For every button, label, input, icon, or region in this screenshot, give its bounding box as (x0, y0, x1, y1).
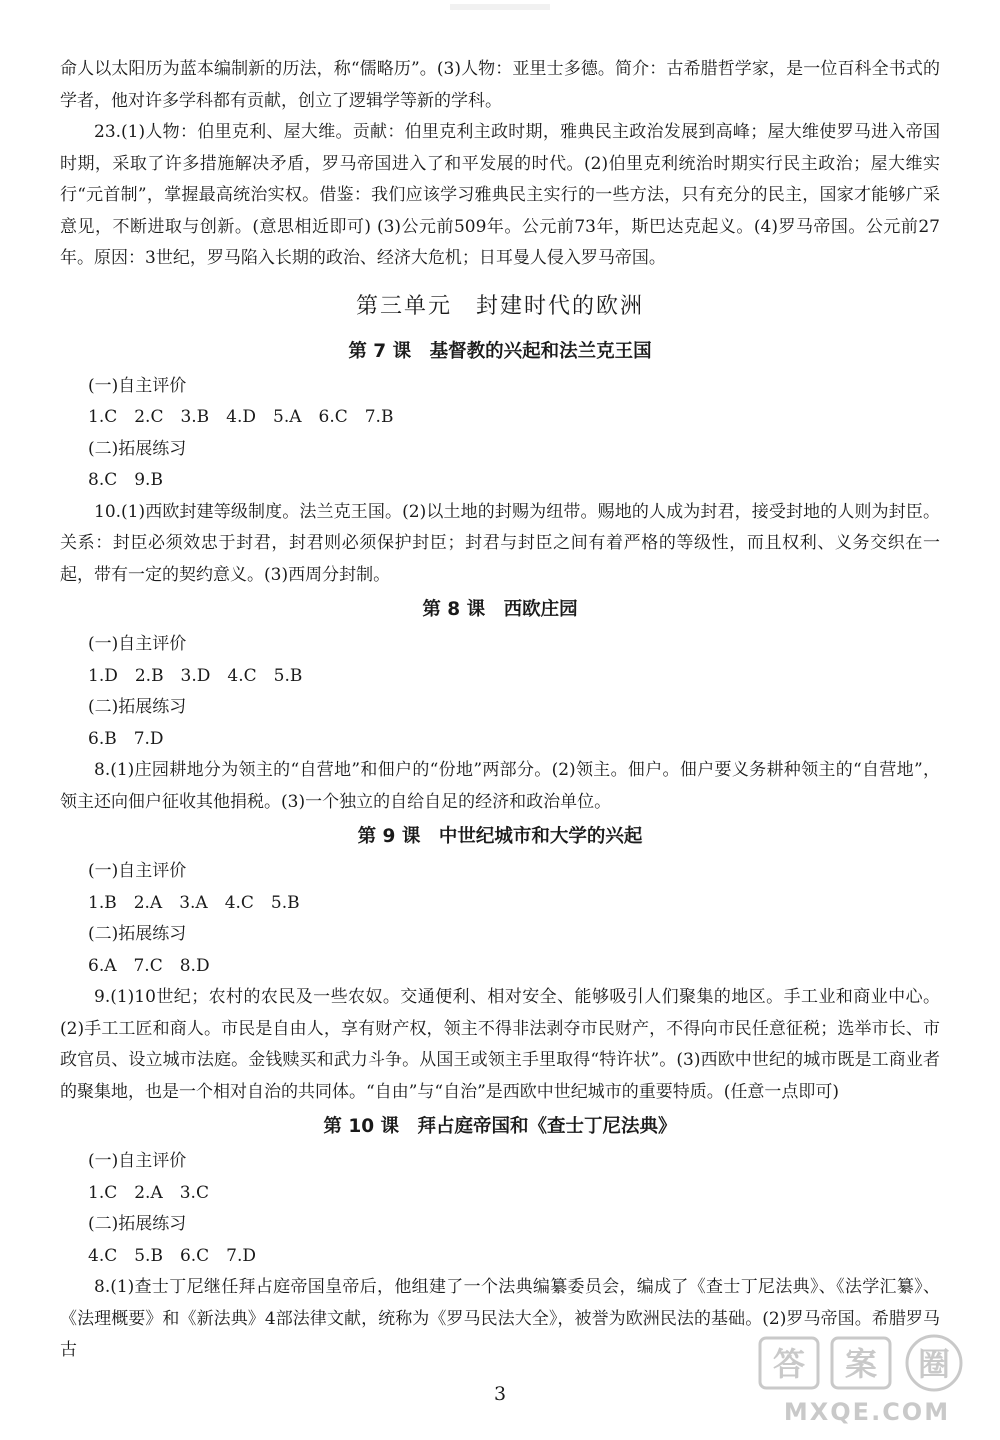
detail-answer: 10.(1)西欧封建等级制度。法兰克王国。(2)以土地的封赐为纽带。赐地的人成为封君，接受封地的人则为封臣。关系：封臣必须效忠于封君，封君则必须保护封臣；封君与封臣之间有着严格的等级性，而且权利、义务交织在一起，带有一定的契约意义。(3)西周分封制。 (60, 501, 940, 585)
lesson-8 (60, 593, 940, 818)
self-eval-answers: 1.C 2.C 3.B 4.D 5.A 6.C 7.B (88, 407, 394, 427)
lesson-title: 第 8 课 西欧庄园 (422, 599, 578, 620)
self-eval-answers: 1.C 2.A 3.C (88, 1182, 209, 1203)
svg-text:案: 案 (844, 1345, 878, 1383)
extension-answers: 8.C 9.B (88, 470, 163, 490)
extension-answers: 6.B 7.D (88, 728, 164, 749)
lesson-title: 第 10 课 拜占庭帝国和《查士丁尼法典》 (323, 1116, 677, 1137)
svg-text:圈: 圈 (917, 1345, 951, 1383)
extension-label: (二)拓展练习 (88, 1214, 187, 1234)
page-content (60, 54, 940, 1367)
watermark-logo (752, 1334, 982, 1426)
answer-23-paragraph: 23.(1)人物：伯里克利、屋大维。贡献：伯里克利主政时期，雅典民主政治发展到高峰；屋大维使罗马进入帝国时期，采取了许多措施解决矛盾，罗马帝国进入了和平发展的时代。(2)伯里克利统治时期实行民主政治；屋大维实行“元首制”，掌握最高统治实权。借鉴：我们应该学习雅典民主实行的一些方法，只有充分的民主，国家才能够广采意见，不断进取与创新。(意思相近即可) (3)公元前509年。公元前73年，斯巴达克起义。(4)罗马帝国。公元前27年。原因：3世纪，罗马陷入长期的政治、经济大危机；日耳曼人侵入罗马帝国。 (60, 122, 940, 268)
lesson-7 (60, 335, 940, 592)
self-eval-label: (一)自主评价 (88, 861, 187, 881)
self-eval-label: (一)自主评价 (88, 1151, 187, 1171)
detail-answer: 8.(1)查士丁尼继任拜占庭帝国皇帝后，他组建了一个法典编纂委员会，编成了《查士丁尼法典》、《法学汇纂》、《法理概要》和《新法典》4部法律文献，统称为《罗马民法大全》，被誉为欧洲民法的基础。(2)罗马帝国。希腊罗马古 (60, 1277, 940, 1360)
svg-text:答: 答 (772, 1345, 806, 1383)
self-eval-label: (一)自主评价 (88, 375, 187, 396)
lesson-title: 第 7 课 基督教的兴起和法兰克王国 (348, 340, 652, 362)
self-eval-label: (一)自主评价 (88, 634, 187, 654)
lesson-title: 第 9 课 中世纪城市和大学的兴起 (357, 826, 643, 847)
extension-answers: 4.C 5.B 6.C 7.D (88, 1245, 257, 1266)
self-eval-answers: 1.B 2.A 3.A 4.C 5.B (88, 892, 300, 913)
extension-label: (二)拓展练习 (88, 924, 187, 944)
page-number: 3 (493, 1383, 507, 1405)
self-eval-answers: 1.D 2.B 3.D 4.C 5.B (88, 665, 303, 686)
extension-answers: 6.A 7.C 8.D (88, 955, 210, 976)
detail-answer: 8.(1)庄园耕地分为领主的“自营地”和佃户的“份地”两部分。(2)领主。佃户。佃户要义务耕种领主的“自营地”，领主还向佃户征收其他捐税。(3)一个独立的自给自足的经济和政治单位。 (60, 760, 940, 812)
continuation-paragraph: 命人以太阳历为蓝本编制新的历法，称“儒略历”。(3)人物：亚里士多德。简介：古希腊哲学家，是一位百科全书式的学者，他对许多学科都有贡献，创立了逻辑学等新的学科。 (60, 59, 940, 111)
extension-label: (二)拓展练习 (88, 697, 187, 717)
extension-label: (二)拓展练习 (88, 438, 187, 459)
lesson-10 (60, 1110, 940, 1367)
scan-mark (450, 4, 550, 10)
lesson-9 (60, 820, 940, 1108)
svg-text:MXQE.COM: MXQE.COM (783, 1398, 951, 1426)
detail-answer: 9.(1)10世纪；农村的农民及一些农奴。交通便利、相对安全、能够吸引人们聚集的地区。手工业和商业中心。(2)手工工匠和商人。市民是自由人，享有财产权，领主不得非法剥夺市民财产，不得向市民任意征税；选举市长、市政官员、设立城市法庭。金钱赎买和武力斗争。从国王或领主手里取得“特许状”。(3)西欧中世纪的城市既是工商业者的聚集地，也是一个相对自治的共同体。“自由”与“自治”是西欧中世纪城市的重要特质。(任意一点即可) (60, 987, 940, 1102)
unit-title: 第三单元 封建时代的欧洲 (355, 293, 644, 319)
